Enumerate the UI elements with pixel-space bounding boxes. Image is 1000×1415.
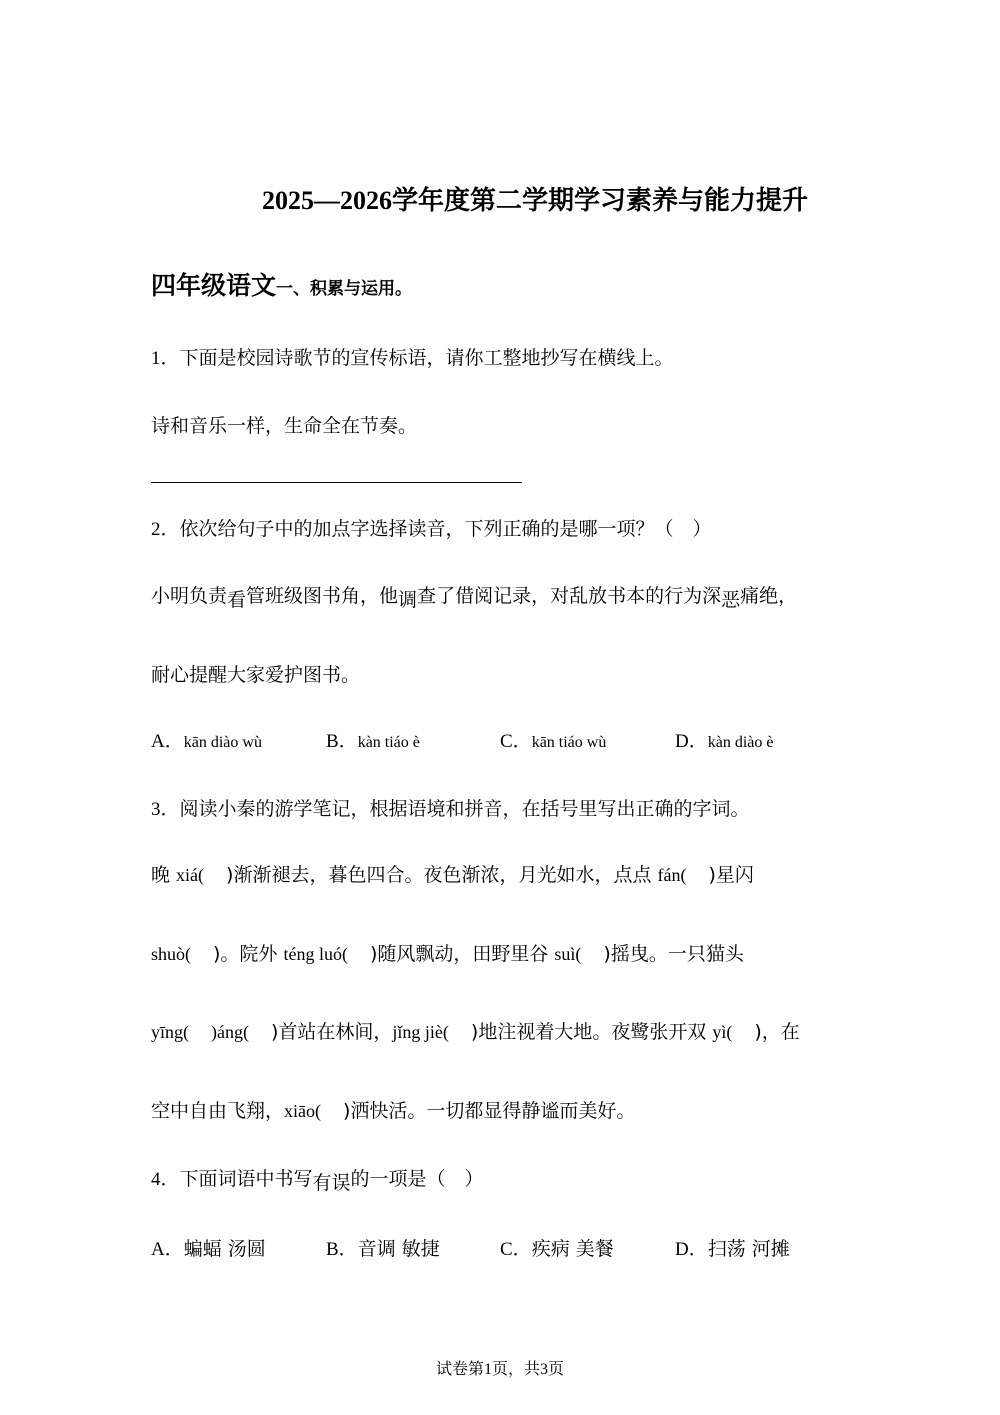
q2-sentence-part: 管班级图书角，他: [246, 585, 399, 607]
option-text: kān tiáo wù: [531, 734, 607, 751]
q4-prompt: [151, 1164, 484, 1194]
page-footer: 试卷第1页，共3页: [435, 1361, 564, 1378]
q2-sentence-part: 查了借阅记录，对乱放书本的行为深: [417, 585, 722, 607]
option-text: 疾病 美餐: [531, 1238, 614, 1260]
pinyin-blank: yīng(: [151, 1022, 189, 1042]
q4-option-a[interactable]: [151, 1234, 266, 1261]
pinyin-blank: yì(: [712, 1022, 733, 1042]
passage-text: )渐渐褪去，暮色四合。夜色渐浓，月光如水，点点: [226, 864, 658, 886]
q2-sentence-line2: 耐心提醒大家爱护图书。: [151, 664, 361, 686]
passage-text: 空中自由飞翔，: [151, 1100, 285, 1122]
q1-number: 1．: [151, 348, 180, 369]
q4-text: 下面词语中书写: [179, 1168, 313, 1190]
option-text: kān diào wù: [183, 734, 262, 751]
q2-sentence-part: 痛绝，: [740, 585, 798, 607]
q4-text: 的一项是（ ）: [350, 1168, 484, 1190]
option-letter: B．: [326, 1239, 358, 1260]
passage-text: )洒快活。一切都显得静谧而美好。: [343, 1100, 636, 1122]
option-text: kàn diào è: [707, 734, 774, 751]
q2-option-b[interactable]: [326, 726, 420, 753]
pinyin-blank: xiāo(: [284, 1101, 321, 1121]
q4-option-b[interactable]: [326, 1234, 440, 1261]
pinyin-blank: téng luó(: [283, 944, 348, 964]
q3-passage-line3: [151, 1017, 800, 1044]
passage-text: 晚: [151, 864, 177, 886]
q2-option-d[interactable]: [675, 726, 773, 753]
q1-text: 下面是校园诗歌节的宣传标语，请你工整地抄写在横线上。: [179, 347, 674, 369]
q2-prompt: [151, 514, 712, 541]
passage-text: )，在: [754, 1021, 800, 1043]
q2-sentence-line1: [151, 581, 798, 611]
q2-option-c[interactable]: [500, 726, 606, 753]
option-letter: A．: [151, 731, 184, 752]
q2-dotted-char-2: 调: [398, 589, 418, 611]
pinyin-blank: shuò(: [151, 944, 191, 964]
q4-dotted-words: 有误: [312, 1172, 351, 1194]
passage-text: )。院外: [213, 943, 284, 965]
q2-option-a[interactable]: [151, 726, 262, 753]
option-letter: D．: [675, 731, 708, 752]
passage-text: )星闪: [708, 864, 754, 886]
option-text: kàn tiáo è: [357, 734, 420, 751]
pinyin-blank: fán(: [657, 865, 687, 885]
option-letter: C．: [500, 731, 532, 752]
q3-passage-line4: [151, 1096, 635, 1123]
q2-dotted-char-3: 恶: [721, 589, 741, 611]
q3-prompt: [151, 794, 750, 821]
section-title: 一、积累与运用。: [276, 279, 413, 299]
q2-text: 依次给句子中的加点字选择读音，下列正确的是哪一项？（ ）: [179, 518, 712, 540]
pinyin-blank: xiá(: [176, 865, 205, 885]
q3-number: 3．: [151, 799, 180, 820]
q2-dotted-char-1: 看: [227, 589, 247, 611]
q2-sentence-part: 小明负责: [151, 585, 228, 607]
option-letter: B．: [326, 731, 358, 752]
q3-passage-line1: [151, 860, 754, 887]
title-text: 学年度第二学期学习素养与能力提升: [392, 186, 809, 216]
q4-number: 4．: [151, 1169, 180, 1190]
pinyin-blank: suì(: [554, 944, 582, 964]
passage-text: )地注视着大地。夜鹭张开双: [470, 1021, 713, 1043]
passage-text: )首站在林间，: [270, 1021, 393, 1043]
q1-prompt: [151, 343, 674, 370]
option-letter: C．: [500, 1239, 532, 1260]
option-text: 音调 敏捷: [357, 1238, 440, 1260]
option-text: 蝙蝠 汤圆: [183, 1238, 266, 1260]
pinyin-blank: )áng(: [211, 1022, 249, 1042]
q1-slogan: 诗和音乐一样，生命全在节奏。: [151, 415, 418, 437]
q3-text: 阅读小秦的游学笔记，根据语境和拼音，在括号里写出正确的字词。: [179, 798, 750, 820]
passage-text: )摇曳。一只猫头: [603, 943, 744, 965]
q4-option-c[interactable]: [500, 1234, 614, 1261]
title-years: 2025—2026: [262, 186, 392, 215]
q3-passage-line2: [151, 939, 744, 966]
q4-option-d[interactable]: [675, 1234, 790, 1261]
passage-text: )随风飘动，田野里谷: [369, 943, 555, 965]
option-letter: D．: [675, 1239, 708, 1260]
exam-title: [262, 180, 808, 217]
grade-subject: 四年级语文: [151, 271, 277, 300]
option-text: 扫荡 河摊: [707, 1238, 790, 1260]
q2-number: 2．: [151, 519, 180, 540]
pinyin-blank: jǐng jiè(: [392, 1022, 449, 1042]
option-letter: A．: [151, 1239, 184, 1260]
section-heading: [151, 266, 412, 302]
q1-answer-line[interactable]: [151, 482, 522, 483]
